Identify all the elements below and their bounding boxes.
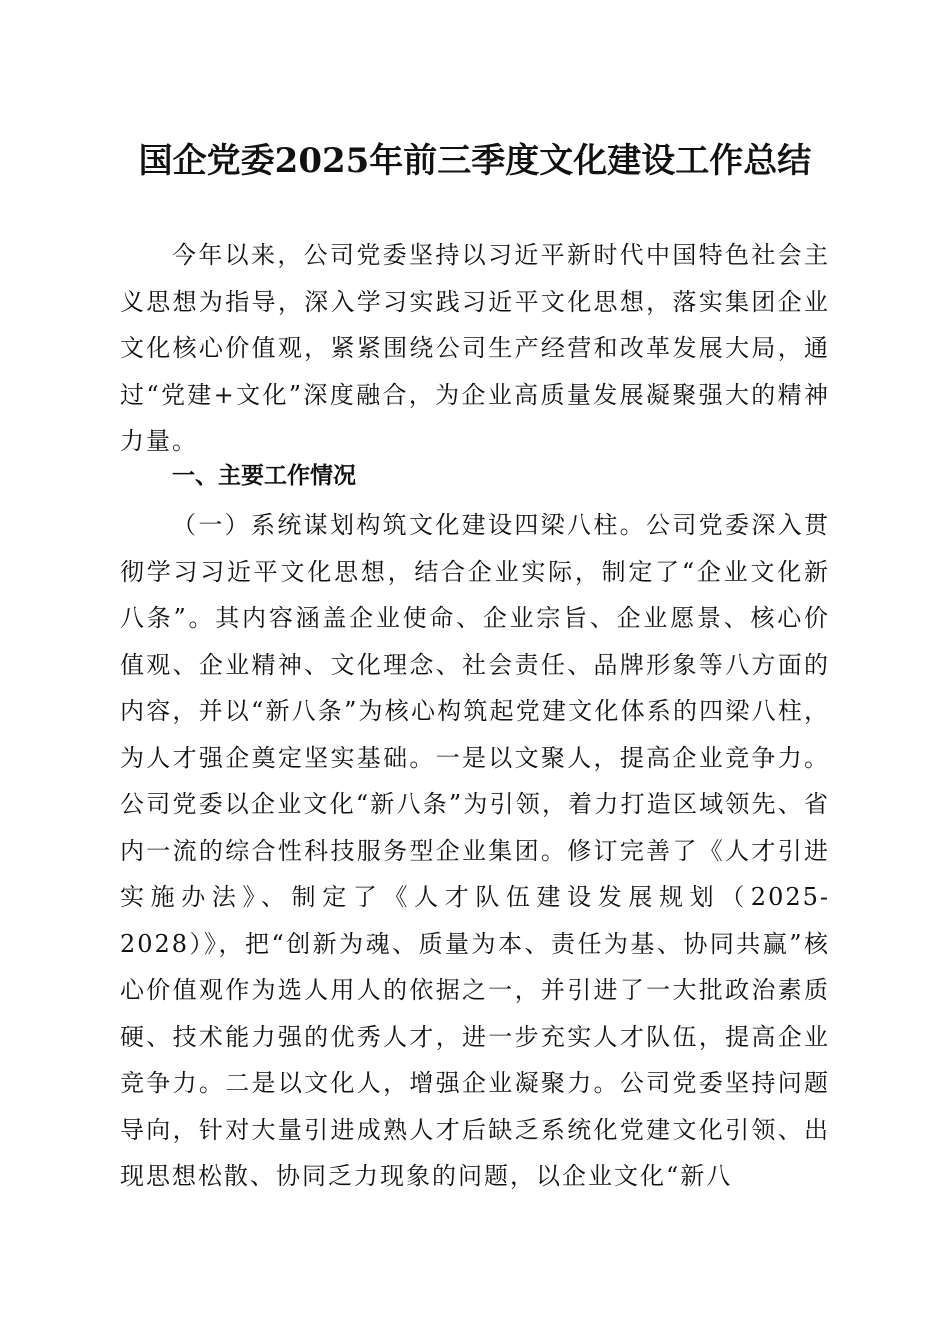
document-title: 国企党委2025年前三季度文化建设工作总结 — [138, 141, 812, 181]
section-1-paragraph-1: （一）系统谋划构筑文化建设四梁八柱。公司党委深入贯彻学习习近平文化思想，结合企业实际，制定了“企业文化新八条”。其内容涵盖企业使命、企业宗旨、企业愿景、核心价值观、企业精神、文化理念、社会责任、品牌形象等八方面的内容，并以“新八条”为核心构筑起党建文化体系的四梁八柱，为人才强企奠定坚实基础。一是以文聚人，提高企业竞争力。公司党委以企业文化“新八条”为引领，着力打造区域领先、省内一流的综合性科技服务型企业集团。修订完善了《人才引进实施办法》、制定了《人才队伍建设发展规划（2025-2028）》，把“创新为魂、质量为本、责任为基、协同共赢”核心价值观作为选人用人的依据之一，并引进了一大批政治素质硬、技术能力强的优秀人才，进一步充实人才队伍，提高企业竞争力。二是以文化人，增强企业凝聚力。公司党委坚持问题导向，针对大量引进成熟人才后缺乏系统化党建文化引领、出现思想松散、协同乏力现象的问题，以企业文化“新八 — [120, 511, 830, 1190]
intro-paragraph: 今年以来，公司党委坚持以习近平新时代中国特色社会主义思想为指导，深入学习实践习近平文化思想，落实集团企业文化核心价值观，紧紧围绕公司生产经营和改革发展大局，通过“党建+文化”深度融合，为企业高质量发展凝聚强大的精神力量。 — [120, 241, 830, 455]
section-heading-main-work: 一、主要工作情况 — [172, 463, 356, 489]
